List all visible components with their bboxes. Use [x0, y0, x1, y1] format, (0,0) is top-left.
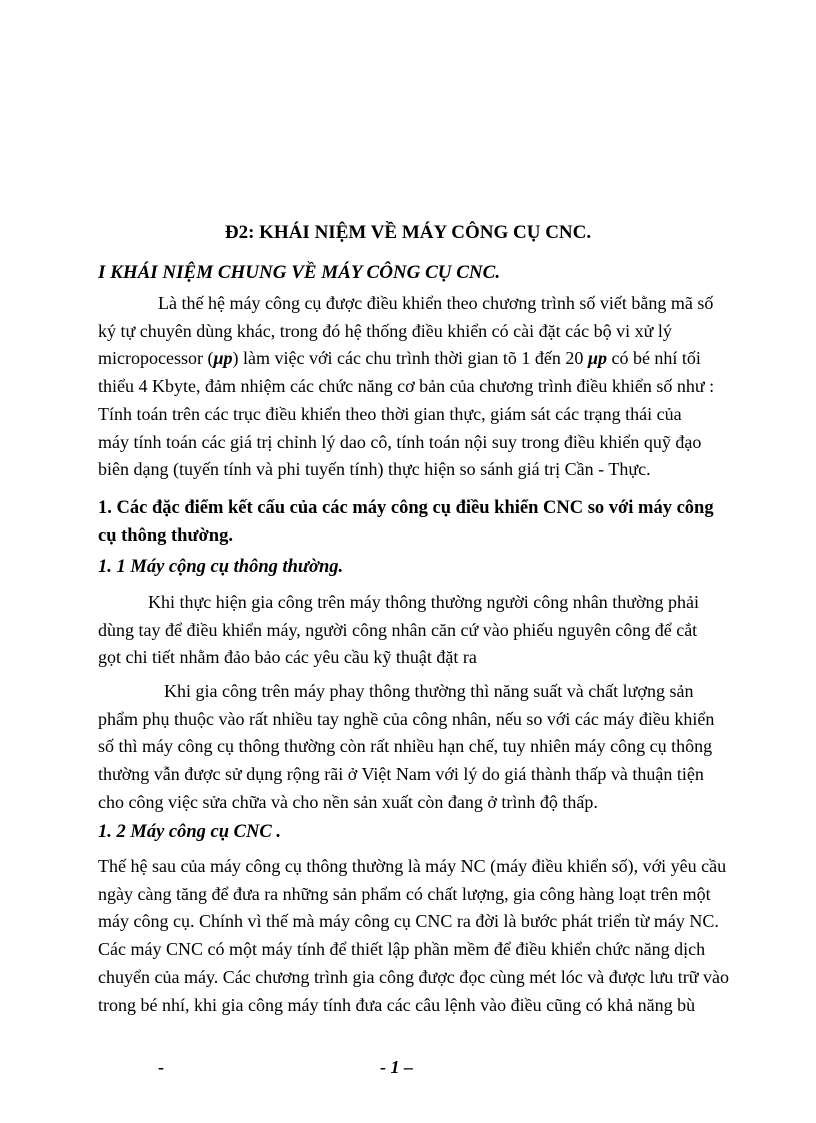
page-number: - 1 –: [380, 1057, 413, 1077]
text-line: máy tính toán các giá trị chỉnh lý dao cô, tính toán nội suy trong điều khiển quỹ đạo: [98, 431, 702, 452]
text-line: Thế hệ sau của máy công cụ thông thường là máy NC (máy điều khiển số), với yêu cầu: [98, 856, 727, 876]
text-line: Khi gia công trên máy phay thông thường thì năng suất và chất lượng sản: [164, 681, 694, 701]
text-line: thiểu 4 Kbyte, đảm nhiệm các chức năng cơ bản của chương trình điều khiển số như :: [98, 376, 715, 397]
text-line: trong bé nhí, khi gia công máy tính đưa các câu lệnh vào điều cũng có khả năng bù: [98, 994, 696, 1015]
subsection-heading-1-2: 1. 2 Máy công cụ CNC .: [98, 822, 281, 842]
text-line: máy công cụ. Chính vì thế mà máy công cụ CNC ra đời là bước phát triển từ máy NC.: [98, 911, 719, 932]
text-run: micropocessor (: [98, 348, 214, 369]
text-run: ) làm việc với các chu trình thời gian tõ 1 đến 20: [232, 348, 584, 369]
text-line: biên dạng (tuyến tính và phi tuyến tính) thực hiện so sánh giá trị Cần - Thực.: [98, 459, 651, 480]
paragraph-milling: [98, 678, 758, 817]
footer-dash: -: [158, 1057, 164, 1077]
text-line: phẩm phụ thuộc vào rất nhiều tay nghề của công nhân, nếu so với các máy điều khiển: [98, 708, 715, 729]
text-line: số thì máy công cụ thông thường còn rất nhiều hạn chế, tuy nhiên máy công cụ thông: [98, 736, 713, 757]
text-line: chuyển của máy. Các chương trình gia công được đọc cùng mét lóc và được lưu trữ vào: [98, 966, 729, 987]
heading-line: 1. Các đặc điểm kết cấu của các máy công cụ điều khiển CNC so với máy công: [98, 498, 714, 518]
page-title: Đ2: KHÁI NIỆM VỀ MÁY CÔNG CỤ CNC.: [224, 222, 592, 243]
text-line: ngày càng tăng để đưa ra những sản phẩm có chất lượng, gia công hàng loạt trên một: [98, 883, 711, 904]
paragraph-conventional: [98, 589, 758, 672]
text-line: Tính toán trên các trục điều khiển theo thời gian thực, giám sát các trạng thái của: [98, 403, 682, 424]
text-line: dùng tay để điều khiển máy, người công nhân căn cứ vào phiếu nguyên công để cắt: [98, 619, 698, 640]
text-line: [98, 345, 758, 373]
mu-symbol: μp: [587, 348, 607, 369]
text-line: thường vẫn được sử dụng rộng rãi ở Việt Nam với lý do giá thành thấp và thuận tiện: [98, 764, 704, 785]
text-run: có bé nhí tối: [611, 348, 701, 369]
text-line: cho công việc sửa chữa và cho nền sản xuất còn đang ở trình độ thấp.: [98, 791, 598, 812]
mu-symbol: μp: [213, 348, 233, 369]
text-line: ký tự chuyên dùng khác, trong đó hệ thống điều khiển có cài đặt các bộ vi xử lý: [98, 320, 672, 341]
heading-line: cụ thông thường.: [98, 526, 233, 546]
paragraph-cnc: [98, 853, 758, 1019]
paragraph-intro: [98, 290, 758, 484]
text-line: gọt chi tiết nhằm đảo bảo các yêu cầu kỹ thuật đặt ra: [98, 647, 477, 668]
subsection-heading-1-1: 1. 1 Máy cộng cụ thông thường.: [98, 557, 344, 577]
text-line: Khi thực hiện gia công trên máy thông thường người công nhân thường phải: [148, 592, 699, 612]
subsection-heading: [98, 494, 758, 550]
text-line: Các máy CNC có một máy tính để thiết lập phần mềm để điều khiển chức năng dịch: [98, 939, 706, 960]
section-heading: I KHÁI NIỆM CHUNG VỀ MÁY CÔNG CỤ CNC.: [98, 262, 501, 283]
text-line: Là thế hệ máy công cụ được điều khiển theo chương trình số viết bằng mã số: [158, 293, 714, 313]
